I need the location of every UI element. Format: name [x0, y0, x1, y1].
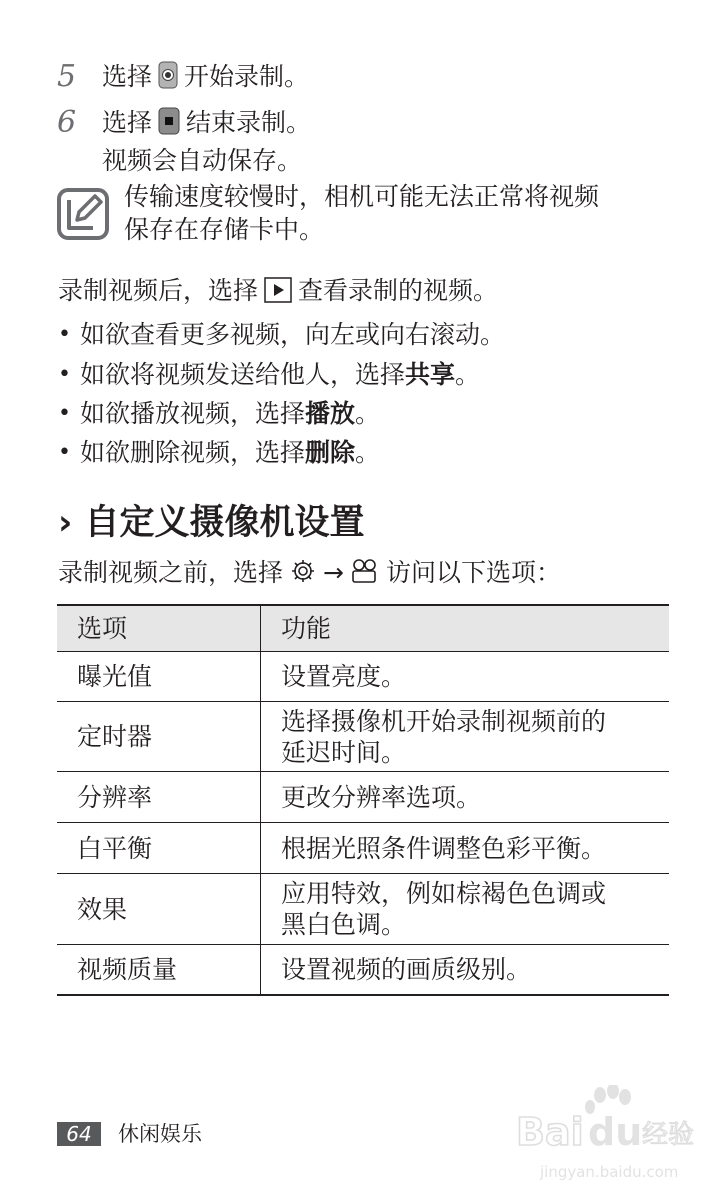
after-pre: 录制视频后，选择 — [58, 276, 259, 305]
settings-gear-icon — [289, 557, 317, 594]
svg-text:jingyan.baidu.com: jingyan.baidu.com — [540, 1163, 679, 1181]
watermark-logo-icon — [510, 1085, 710, 1185]
header-option: 选项 — [57, 605, 261, 652]
chapter-label: 休闲娱乐 — [118, 1122, 202, 1146]
svg-text:经验: 经验 — [642, 1120, 695, 1150]
table-row — [57, 945, 669, 995]
step-5-post: 开始录制。 — [184, 62, 310, 91]
note-icon — [57, 188, 109, 244]
settings-intro — [58, 556, 561, 594]
bullet-dot: • — [58, 322, 71, 347]
camcorder-icon — [350, 557, 380, 594]
note-line-2: 保存在存储卡中。 — [124, 215, 325, 244]
option-cell: 定时器 — [57, 702, 261, 772]
bullet-3 — [80, 397, 380, 431]
after-recording-text — [58, 274, 498, 312]
intro-arrow: → — [323, 558, 344, 587]
step-5-pre: 选择 — [102, 62, 153, 91]
step-number-6: 6 — [57, 105, 77, 140]
bullet-3-tail: 。 — [355, 399, 381, 428]
step-6-post: 结束录制。 — [186, 108, 312, 137]
step-6-pre: 选择 — [102, 108, 153, 137]
option-cell: 白平衡 — [57, 823, 261, 874]
bullet-2-tail: 。 — [455, 360, 481, 389]
delete-label: 删除 — [305, 438, 356, 467]
play-icon — [264, 277, 292, 312]
section-marker: › — [58, 503, 73, 543]
table-row — [57, 772, 669, 823]
table-row — [57, 652, 669, 702]
page-number: 64 — [57, 1122, 101, 1146]
step-6-note: 视频会自动保存。 — [102, 146, 303, 175]
function-line: 黑白色调。 — [281, 910, 407, 939]
bullet-2-text: 如欲将视频发送给他人，选择 — [80, 360, 406, 389]
table-row — [57, 874, 669, 945]
step-5-text — [102, 60, 309, 98]
step-number-5: 5 — [57, 59, 77, 94]
function-cell — [261, 874, 670, 945]
function-cell: 设置视频的画质级别。 — [261, 945, 670, 995]
step-6-text — [102, 106, 311, 144]
function-cell: 更改分辨率选项。 — [261, 772, 670, 823]
table-header-row — [57, 605, 669, 652]
after-post: 查看录制的视频。 — [298, 276, 499, 305]
section-title — [58, 500, 364, 546]
record-button-icon — [158, 61, 178, 98]
bullet-dot: • — [58, 401, 71, 426]
bullet-3-text: 如欲播放视频，选择 — [80, 399, 306, 428]
bullet-dot: • — [58, 362, 71, 387]
bullet-dot: • — [58, 440, 71, 465]
bullet-2 — [80, 358, 480, 392]
bullet-4-tail: 。 — [355, 438, 381, 467]
section-title-text: 自定义摄像机设置 — [84, 503, 365, 543]
svg-text:Bai: Bai — [516, 1110, 584, 1154]
stop-button-icon — [158, 107, 180, 144]
bullet-1: 如欲查看更多视频，向左或向右滚动。 — [80, 320, 506, 349]
option-cell: 视频质量 — [57, 945, 261, 995]
option-cell: 效果 — [57, 874, 261, 945]
baidu-jingyan-watermark — [510, 1085, 710, 1185]
note-line-1: 传输速度较慢时，相机可能无法正常将视频 — [124, 182, 600, 211]
header-function: 功能 — [261, 605, 670, 652]
bullet-4 — [80, 436, 380, 470]
function-cell — [261, 702, 670, 772]
function-line: 应用特效，例如棕褐色色调或 — [281, 879, 607, 908]
function-cell: 设置亮度。 — [261, 652, 670, 702]
function-cell: 根据光照条件调整色彩平衡。 — [261, 823, 670, 874]
option-cell: 曝光值 — [57, 652, 261, 702]
option-cell: 分辨率 — [57, 772, 261, 823]
options-table — [57, 604, 669, 996]
svg-text:du: du — [588, 1110, 643, 1154]
intro-pre: 录制视频之前，选择 — [58, 558, 284, 587]
share-label: 共享 — [405, 360, 456, 389]
function-line: 延迟时间。 — [281, 737, 407, 767]
play-label: 播放 — [305, 399, 356, 428]
function-line: 选择摄像机开始录制视频前的 — [281, 706, 607, 736]
table-row — [57, 702, 669, 772]
table-row — [57, 823, 669, 874]
bullet-4-text: 如欲删除视频，选择 — [80, 438, 306, 467]
intro-post: 访问以下选项： — [385, 558, 561, 587]
